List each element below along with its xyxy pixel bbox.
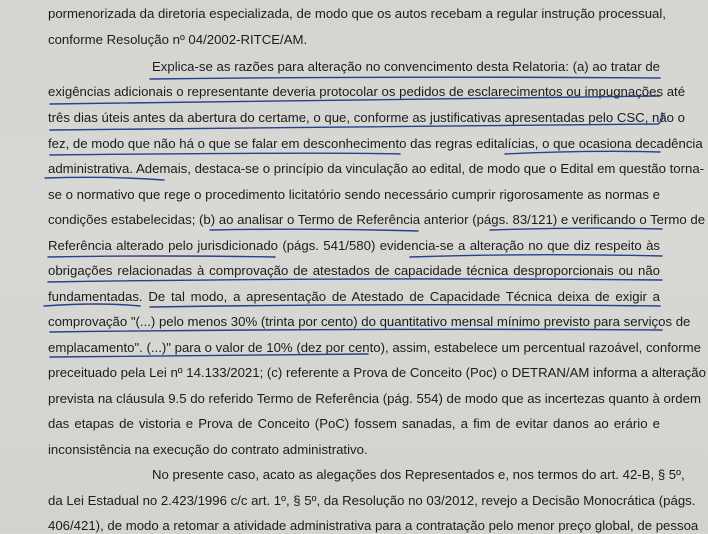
- handwritten-underline: [50, 153, 400, 155]
- text-line: conforme Resolução nº 04/2002-RITCE/AM.: [48, 32, 308, 47]
- handwritten-underline: [50, 114, 663, 130]
- text-line: pormenorizada da diretoria especializada, de modo que os autos recebam a regular instrução processual,: [48, 6, 666, 21]
- text-line: condições estabelecidas; (b) ao analisar o Termo de Referência anterior (págs. 83/121) e verificando o Termo de: [48, 212, 706, 227]
- handwritten-underline: [150, 77, 660, 79]
- handwritten-underline: [48, 279, 662, 282]
- text-line: inconsistência na execução do contrato administrativo.: [48, 442, 368, 457]
- text-line: preceituado pela Lei nº 14.133/2021; (c) referente a Prova de Conceito (Poc) o DETRAN/AM informa a alteração: [48, 365, 706, 380]
- text-line: três dias úteis antes da abertura do certame, o que, conforme as justificativas apresentadas pelo CSC, não o: [48, 110, 686, 125]
- text-line: das etapas de vistoria e Prova de Conceito (PoC) fossem sanadas, a fim de evitar danos ao erário e: [48, 416, 660, 431]
- handwritten-underline: [45, 177, 164, 180]
- text-line: administrativa. Ademais, destaca-se o princípio da vinculação ao edital, de modo que o Edital em questão torna-: [48, 161, 705, 176]
- handwritten-underline: [210, 229, 418, 231]
- text-line: fundamentadas. De tal modo, a apresentação de Atestado de Capacidade Técnica deixa de exigir a: [48, 289, 660, 304]
- handwritten-underline: [44, 304, 140, 306]
- handwritten-underline: [50, 96, 660, 104]
- text-line: comprovação "(...) pelo menos 30% (trinta por cento) do quantitativo mensal mínimo previsto para serviços de: [48, 314, 691, 329]
- text-line: prevista na cláusula 9.5 do referido Termo de Referência (pág. 554) de modo que as incertezas quanto à ordem: [48, 391, 701, 406]
- text-line: Explica-se as razões para alteração no convencimento desta Relatoria: (a) ao tratar de: [152, 59, 660, 74]
- text-line: 406/421), de modo a retomar a atividade administrativa para a contratação pelo menor preço global, de pessoa: [48, 518, 699, 533]
- text-line: se o normativo que rege o procedimento licitatório sendo necessário cumprir rigorosamente as normas e: [48, 187, 660, 202]
- handwritten-underline: [410, 255, 662, 257]
- handwritten-underline: [50, 354, 368, 357]
- text-line: emplacamento". (...)" para o valor de 10% (dez por cento), assim, estabelece um percentual razoável, conforme: [48, 340, 701, 355]
- text-line: exigências adicionais o representante deveria protocolar os pedidos de esclarecimentos ou impugnações até: [48, 84, 686, 99]
- text-line: No presente caso, acato as alegações dos Representados e, nos termos do art. 42-B, § 5º,: [152, 467, 685, 482]
- handwritten-underline: [505, 151, 660, 154]
- text-line: da Lei Estadual no 2.423/1996 c/c art. 1º, § 5º, da Resolução no 03/2012, revejo a Decisão Monocrática (págs.: [48, 493, 696, 508]
- text-line: Referência alterado pelo jurisdicionado (págs. 541/580) evidencia-se a alteração no que diz respeito às: [48, 238, 660, 253]
- handwritten-underline: [490, 228, 662, 230]
- text-line: obrigações relacionadas à comprovação de atestados de capacidade técnica desproporcionais ou não: [48, 263, 660, 278]
- handwritten-underline: [48, 256, 275, 257]
- text-line: fez, de modo que não há o que se falar em desconhecimento das regras editalícias, o que ocasiona decadência: [48, 136, 703, 151]
- handwritten-underline: [50, 329, 662, 332]
- handwritten-underline: [150, 305, 660, 307]
